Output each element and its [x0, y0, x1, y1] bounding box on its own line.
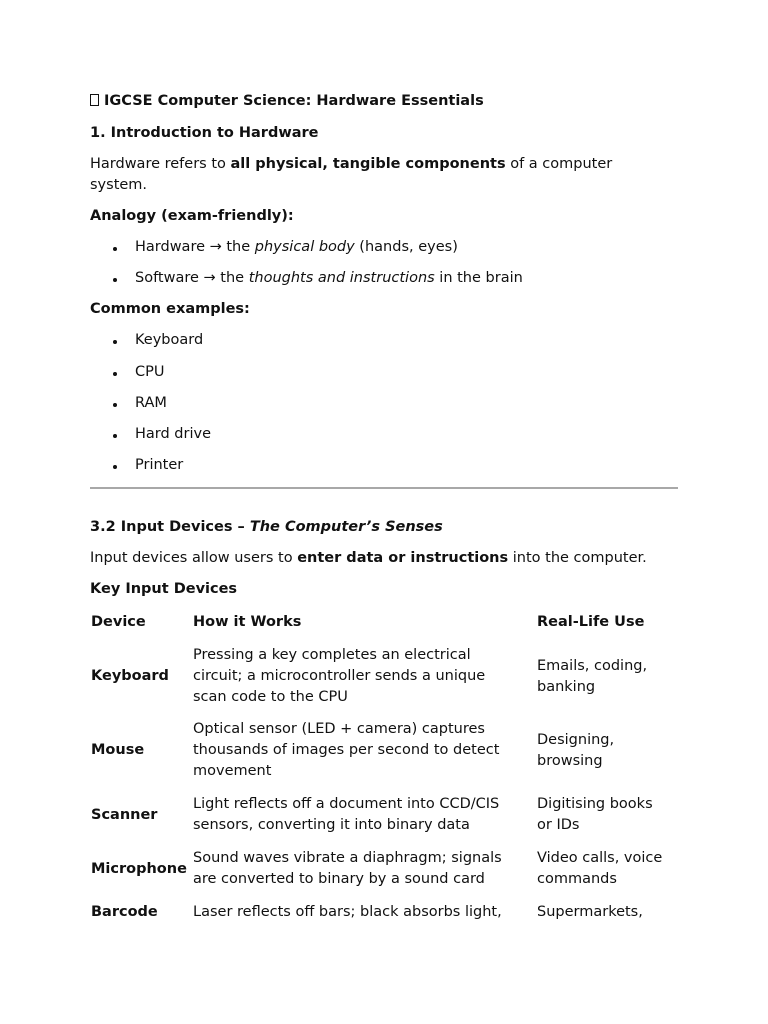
section-divider [90, 487, 678, 489]
cell-line: Digitising books [537, 796, 653, 812]
intro-paragraph-line1 [90, 154, 612, 175]
cell-line: Designing, [537, 732, 615, 748]
input-intro-text-end: into the computer. [508, 550, 647, 566]
table-cell-how [193, 902, 502, 923]
input-devices-intro [90, 548, 647, 569]
table-cell-how [193, 645, 485, 708]
document-title-text: IGCSE Computer Science: Hardware Essentials [104, 93, 484, 109]
analogy-heading: Analogy (exam-friendly): [90, 208, 294, 224]
bullet-icon [113, 278, 117, 282]
cell-line: Optical sensor (LED + camera) captures [193, 721, 485, 737]
bullet-icon [113, 372, 117, 376]
analogy-item-text [135, 237, 458, 258]
cell-line: Light reflects off a document into CCD/CIS [193, 796, 500, 812]
example-item-text: CPU [135, 364, 165, 380]
bullet-icon [113, 465, 117, 469]
table-cell-how [193, 719, 499, 782]
example-item-text: Keyboard [135, 332, 204, 348]
cell-line: browsing [537, 753, 603, 769]
examples-heading: Common examples: [90, 301, 250, 317]
intro-emphasis: all physical, tangible components [230, 156, 506, 172]
table-cell-use [537, 656, 647, 698]
bullet-icon [113, 403, 117, 407]
table-cell-how [193, 848, 502, 890]
table-cell-how [193, 794, 499, 836]
cell-line: movement [193, 763, 272, 779]
document-page [90, 0, 678, 1024]
cell-line: Laser reflects off bars; black absorbs light, [193, 904, 502, 920]
section-heading-introduction: 1. Introduction to Hardware [90, 125, 319, 141]
table-cell-use [537, 730, 614, 772]
cell-line: scan code to the CPU [193, 689, 348, 705]
analogy-text-end: in the brain [434, 270, 523, 286]
cell-line: circuit; a microcontroller sends a unique [193, 668, 486, 684]
cell-line: Supermarkets, [537, 904, 643, 920]
table-cell-device: Mouse [91, 742, 145, 758]
table-cell-device: Barcode [91, 904, 158, 920]
cell-line: Pressing a key completes an electrical [193, 647, 471, 663]
cell-line: Sound waves vibrate a diaphragm; signals [193, 850, 502, 866]
example-item-text: Hard drive [135, 426, 212, 442]
section-heading-input-devices [90, 517, 443, 538]
cell-line: commands [537, 871, 617, 887]
section-heading-emphasis: The Computer’s Senses [249, 519, 443, 535]
intro-text: Hardware refers to [90, 156, 231, 172]
bullet-icon [113, 247, 117, 251]
cell-line: are converted to binary by a sound card [193, 871, 485, 887]
table-cell-use [537, 794, 653, 836]
section-heading-text: 3.2 Input Devices – [90, 519, 250, 535]
analogy-text-end: (hands, eyes) [354, 239, 458, 255]
intro-text-end: of a computer [505, 156, 613, 172]
cell-line: thousands of images per second to detect [193, 742, 500, 758]
intro-paragraph-line2: system. [90, 177, 148, 193]
bullet-icon [113, 434, 117, 438]
analogy-text: Software → the [135, 270, 249, 286]
example-item-text: Printer [135, 457, 184, 473]
table-cell-use [537, 848, 662, 890]
table-header-how: How it Works [193, 614, 302, 630]
analogy-text: Hardware → the [135, 239, 255, 255]
analogy-item-text [135, 268, 523, 289]
table-cell-device: Scanner [91, 807, 158, 823]
table-header-device: Device [91, 614, 146, 630]
table-cell-device: Keyboard [91, 668, 169, 684]
cell-line: or IDs [537, 817, 580, 833]
example-item-text: RAM [135, 395, 167, 411]
input-intro-emphasis: enter data or instructions [297, 550, 509, 566]
bullet-icon [113, 340, 117, 344]
table-heading: Key Input Devices [90, 581, 238, 597]
cell-line: sensors, converting it into binary data [193, 817, 470, 833]
analogy-emphasis: thoughts and instructions [248, 270, 435, 286]
table-cell-use [537, 902, 643, 923]
analogy-emphasis: physical body [254, 239, 355, 255]
input-intro-text: Input devices allow users to [90, 550, 298, 566]
table-cell-device: Microphone [91, 861, 187, 877]
cell-line: Video calls, voice [537, 850, 663, 866]
missing-glyph-icon [90, 94, 99, 106]
table-header-use: Real-Life Use [537, 614, 645, 630]
document-title [90, 91, 484, 112]
cell-line: Emails, coding, [537, 658, 648, 674]
cell-line: banking [537, 679, 596, 695]
